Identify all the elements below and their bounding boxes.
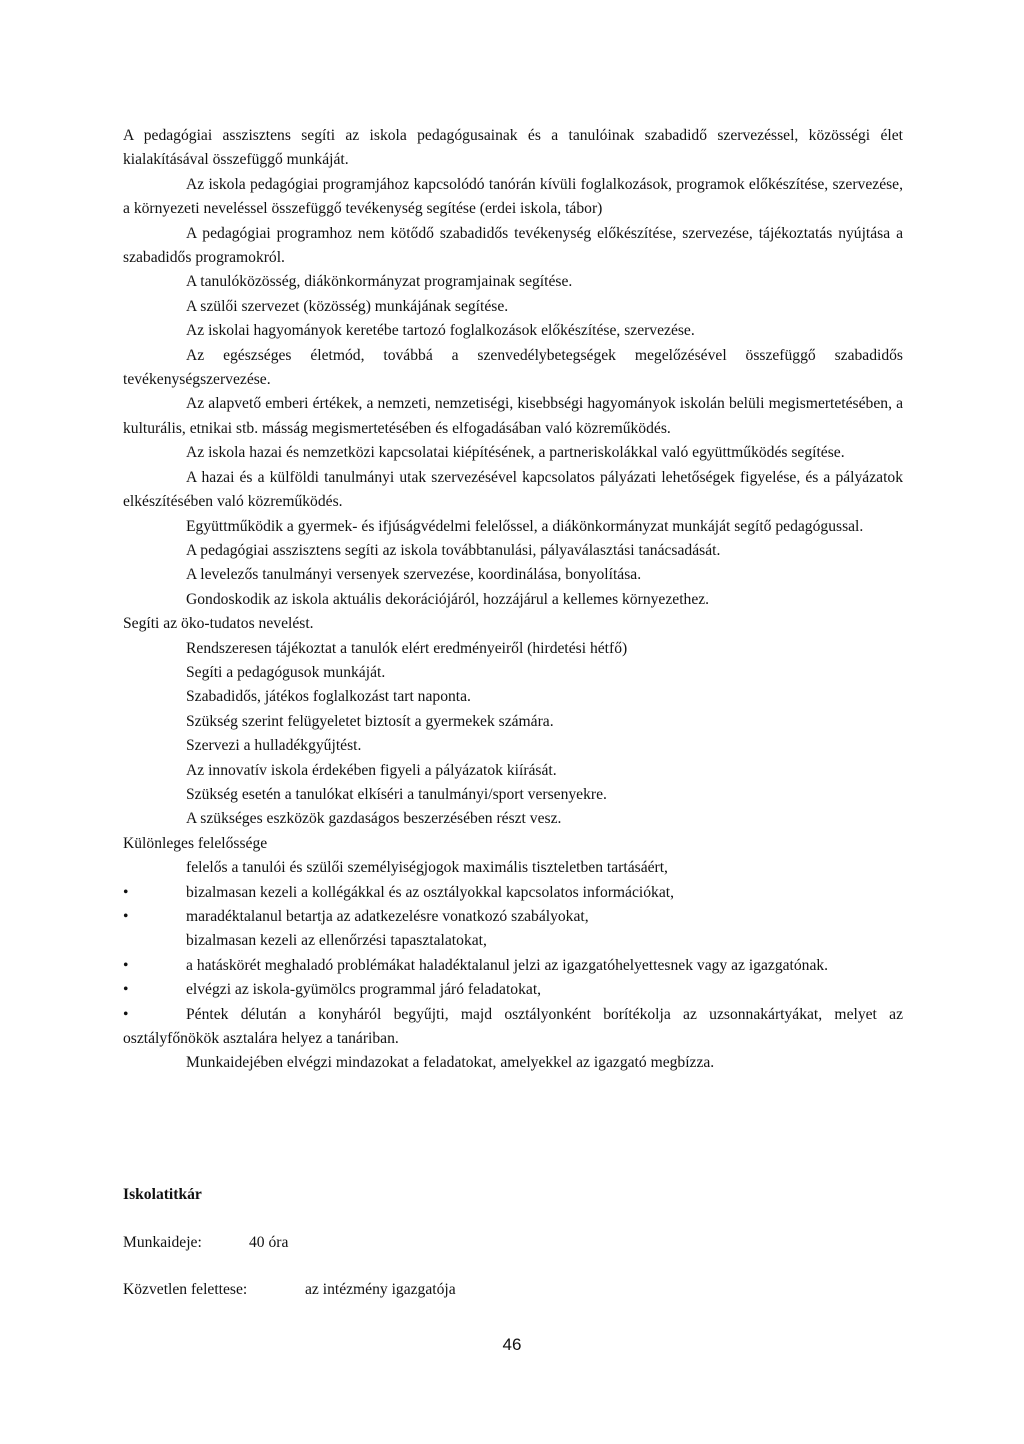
paragraph: Az alapvető emberi értékek, a nemzeti, nemzetiségi, kisebbségi hagyományok iskolán belüli megismertetésében, a kulturális, etnikai stb. másság megismertetésében és elfogadásában való közreműködés. — [123, 395, 903, 437]
working-hours-value: 40 óra — [249, 1234, 289, 1251]
bullet-item — [123, 954, 903, 978]
closing-paragraph: Munkaidejében elvégzi mindazokat a feladatokat, amelyekkel az igazgató megbízza. — [186, 1054, 715, 1072]
paragraph: Szervezi a hulladékgyűjtést. — [186, 737, 362, 755]
paragraph: Az egészséges életmód, továbbá a szenvedélybetegségek megelőzésével összefüggő szabadidős tevékenységszervezése. — [123, 346, 903, 389]
paragraph: A pedagógiai asszisztens segíti az iskola továbbtanulási, pályaválasztási tanácsadását. — [186, 541, 721, 559]
responsibility-list — [123, 856, 903, 1051]
page-number: 46 — [502, 1335, 522, 1354]
paragraph: Szükség esetén a tanulókat elkíséri a tanulmányi/sport versenyekre. — [186, 785, 607, 803]
bullet-icon: • — [123, 883, 129, 901]
paragraph: Az iskolai hagyományok keretébe tartozó foglalkozások előkészítése, szervezése. — [186, 322, 695, 340]
bullet-icon: • — [123, 956, 129, 974]
bullet-item — [123, 978, 903, 1002]
paragraph: A szülői szervezet (közösség) munkájának segítése. — [186, 297, 509, 315]
bullet-icon: • — [123, 908, 129, 925]
list-item: felelős a tanulói és szülői személyiségjogok maximális tiszteletben tartásáért, — [186, 859, 668, 877]
list-item: bizalmasan kezeli az ellenőrzési tapasztalatokat, — [186, 932, 487, 950]
bullet-icon: • — [123, 1005, 129, 1023]
paragraph: Együttműködik a gyermek- és ifjúságvédelmi felelőssel, a diákönkormányzat munkáját segítő pedagógussal. — [186, 517, 864, 535]
paragraph: Az iskola hazai és nemzetközi kapcsolatai kiépítésének, a partneriskolákkal való együttműködés segítése. — [186, 444, 845, 462]
supervisor-row — [123, 1281, 456, 1299]
bullet-text: maradéktalanul betartja az adatkezelésre vonatkozó szabályokat, — [186, 908, 589, 925]
bullet-text: bizalmasan kezeli a kollégákkal és az osztályokkal kapcsolatos információkat, — [186, 883, 674, 901]
supervisor-label: Közvetlen felettese: — [123, 1281, 248, 1298]
paragraph: Rendszeresen tájékoztat a tanulók elért eredményeiről (hirdetési hétfő) — [186, 639, 628, 657]
body-text — [123, 124, 903, 1076]
paragraph: Segíti az öko-tudatos nevelést. — [123, 615, 314, 633]
bullet-text: a hatáskörét meghaladó problémákat haladéktalanul jelzi az igazgatóhelyettesnek vagy az igazgatónak. — [186, 956, 829, 974]
working-hours-label: Munkaideje: — [123, 1234, 202, 1251]
working-hours-row — [123, 1234, 288, 1252]
paragraph: Szükség szerint felügyeletet biztosít a gyermekek számára. — [186, 712, 554, 730]
bullet-text: Péntek délután a konyháról begyűjti, majd osztályonként borítékolja az uzsonnakártyákat, melyet az osztályfőnökök asztalára helyez a tanáriban. — [123, 1005, 903, 1048]
section-title: Iskolatitkár — [123, 1186, 202, 1203]
special-responsibility-heading: Különleges felelőssége — [123, 834, 268, 852]
paragraph: A pedagógiai programhoz nem kötődő szabadidős tevékenység előkészítése, szervezése, tájékoztatás nyújtása a szabadidős programokról. — [123, 224, 903, 267]
bullet-item — [123, 905, 903, 929]
bullet-item — [123, 1003, 903, 1052]
bullet-text: elvégzi az iskola-gyümölcs programmal járó feladatokat, — [186, 981, 542, 999]
paragraph: A pedagógiai asszisztens segíti az iskola pedagógusainak és a tanulóinak szabadidő szervezéssel, közösségi élet kialakításával összefüggő munkáját. — [123, 127, 903, 169]
bullet-icon: • — [123, 981, 129, 999]
bullet-item — [123, 881, 903, 905]
paragraph: A hazai és a külföldi tanulmányi utak szervezésével kapcsolatos pályázati lehetőségek figyelése, és a pályázatok elkészítésében való közreműködés. — [123, 468, 903, 511]
paragraph: A szükséges eszközök gazdaságos beszerzésében részt vesz. — [186, 810, 562, 828]
paragraph: Szabadidős, játékos foglalkozást tart naponta. — [186, 688, 471, 706]
paragraph: Gondoskodik az iskola aktuális dekorációjáról, hozzájárul a kellemes környezethez. — [186, 590, 710, 608]
supervisor-value: az intézmény igazgatója — [305, 1281, 456, 1298]
paragraph: A levelezős tanulmányi versenyek szervezése, koordinálása, bonyolítása. — [186, 566, 642, 584]
paragraph: A tanulóközösség, diákönkormányzat programjainak segítése. — [186, 273, 573, 291]
paragraph: Segíti a pedagógusok munkáját. — [186, 663, 386, 681]
paragraph: Az iskola pedagógiai programjához kapcsolódó tanórán kívüli foglalkozások, programok előkészítése, szervezése, a környezeti neveléssel összefüggő tevékenység segítése (erdei iskola, tábor) — [123, 175, 903, 218]
paragraph: Az innovatív iskola érdekében figyeli a pályázatok kiírását. — [186, 761, 557, 779]
